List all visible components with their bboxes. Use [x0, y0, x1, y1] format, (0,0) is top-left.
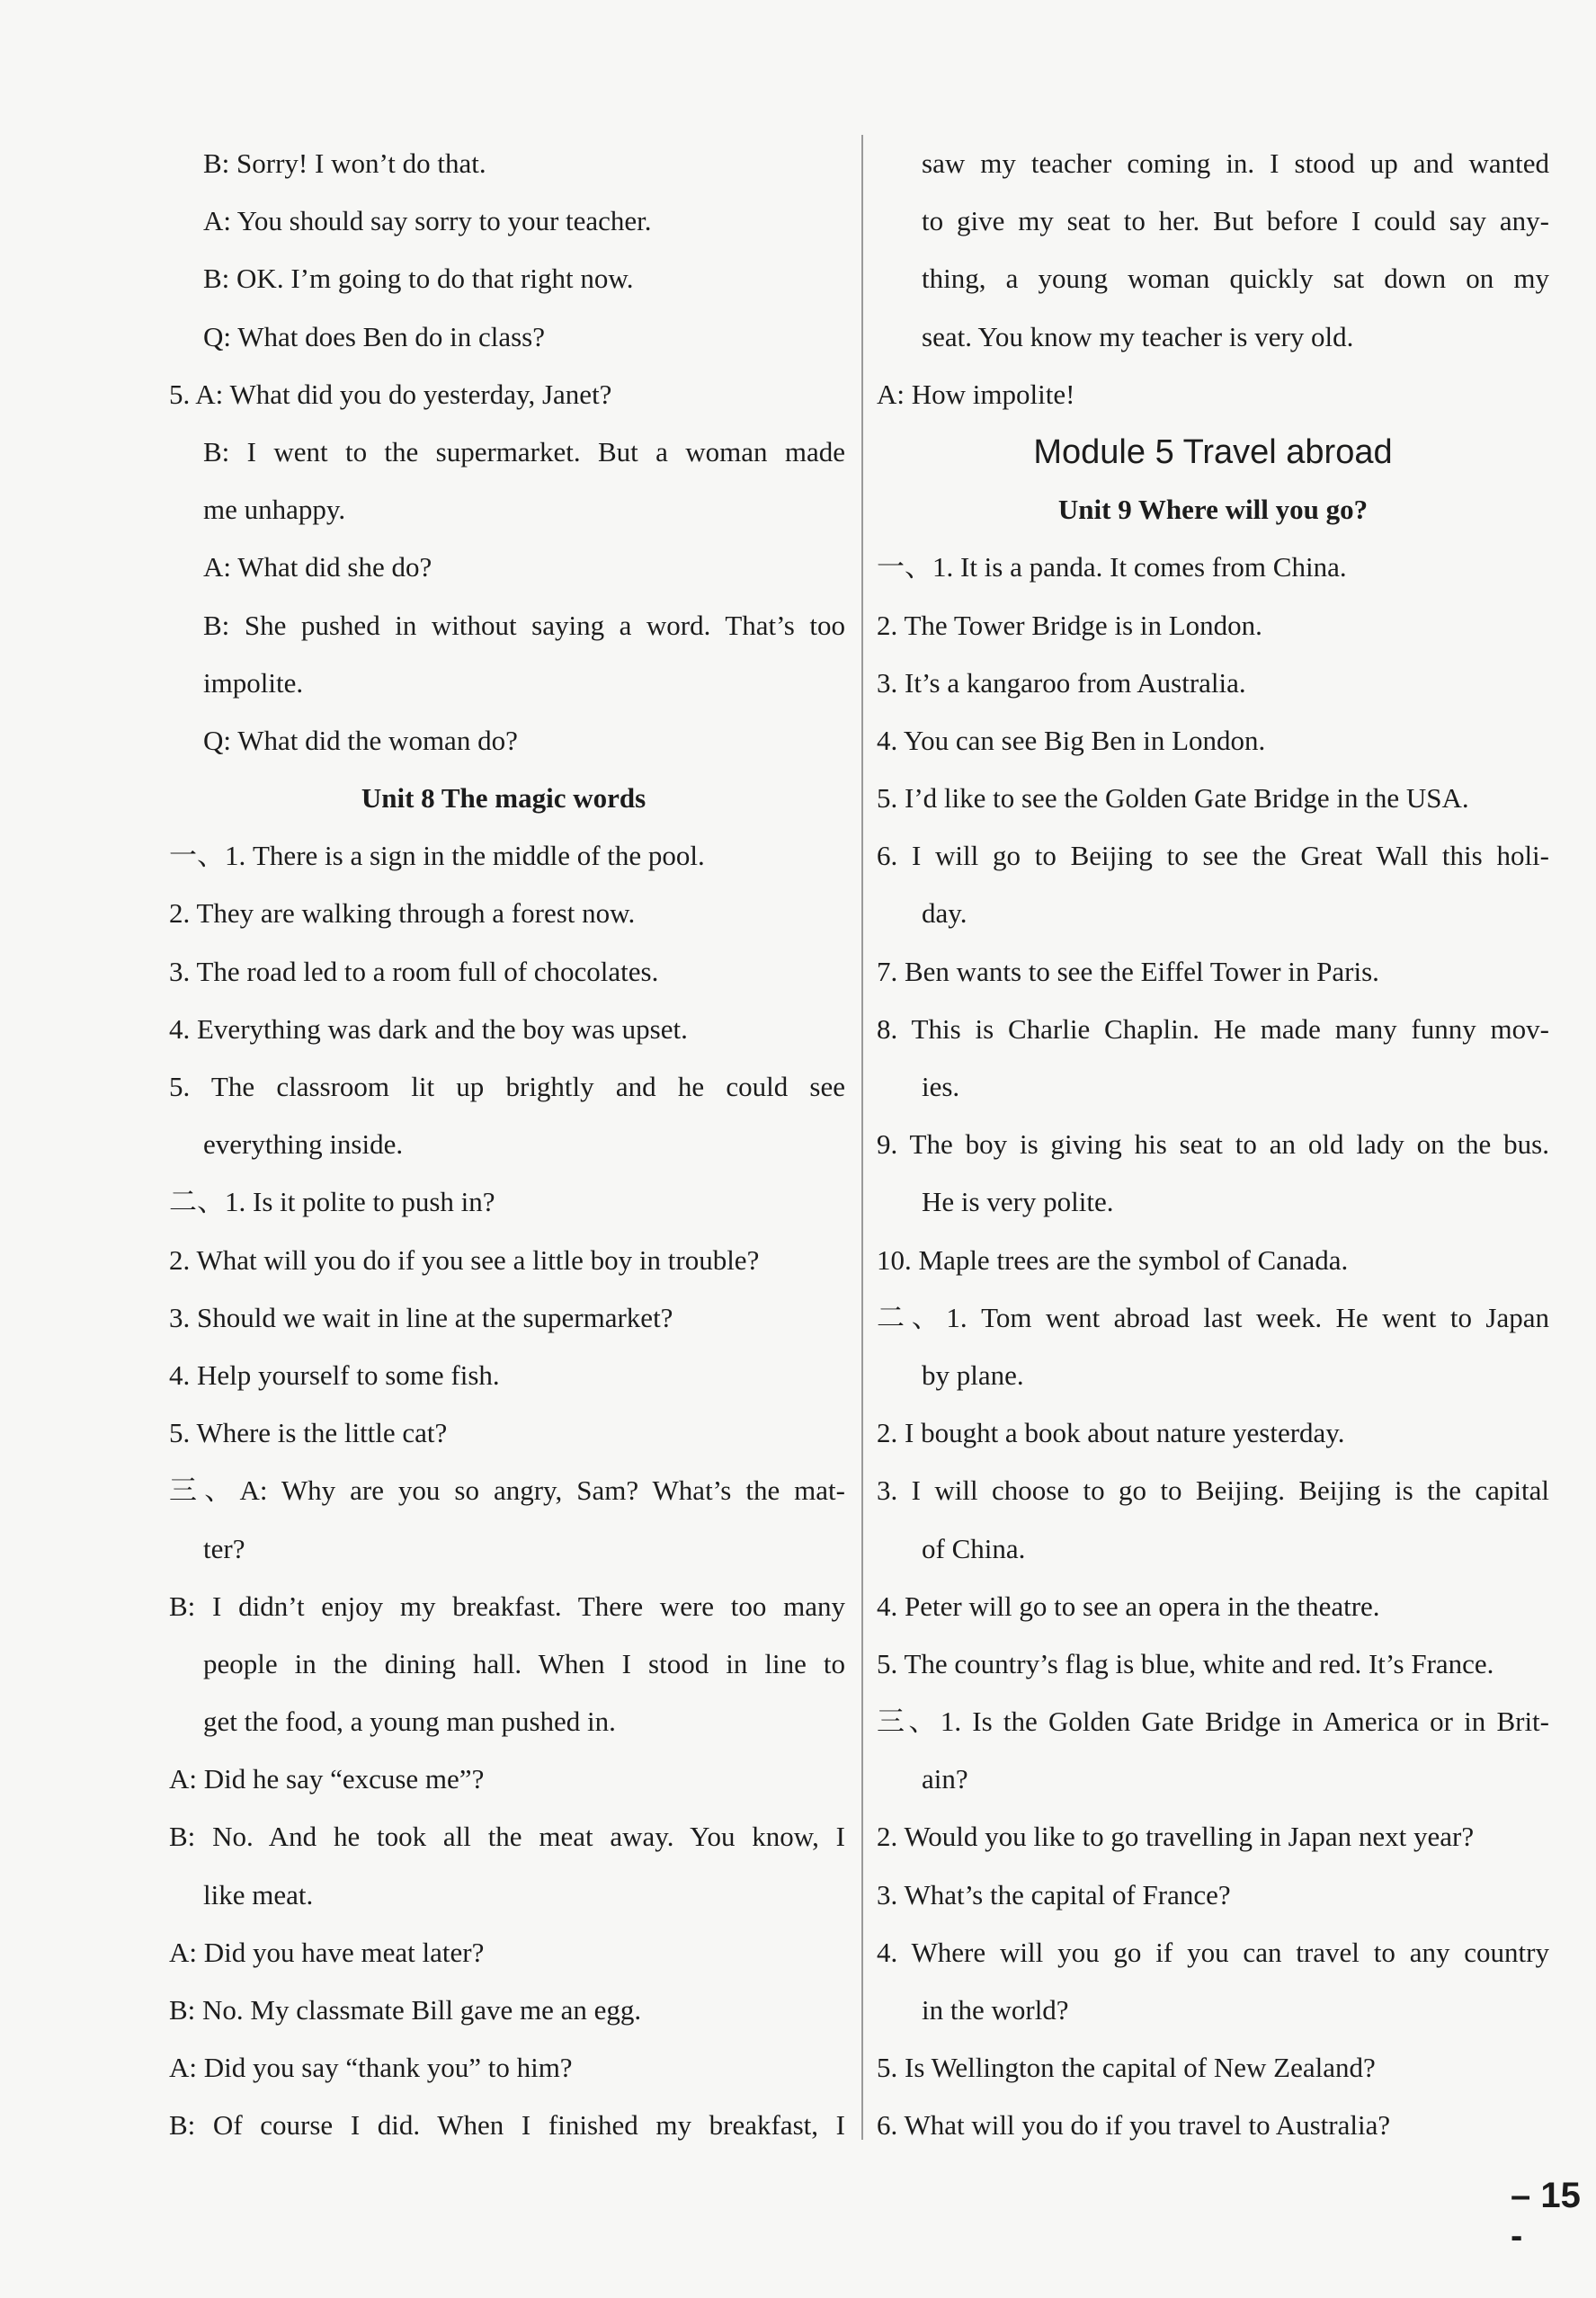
- text-line: in the world?: [922, 1994, 1069, 2026]
- text-line: 7. Ben wants to see the Eiffel Tower in Paris.: [877, 955, 1379, 987]
- text-line: 3. It’s a kangaroo from Australia.: [877, 666, 1246, 699]
- text-line: 二、1. Tom went abroad last week. He went to Japan: [877, 1301, 1549, 1333]
- page-number: – 15 -: [1511, 2176, 1581, 2256]
- text-line: B: No. My classmate Bill gave me an egg.: [169, 1994, 642, 2026]
- text-line: 2. I bought a book about nature yesterday.: [877, 1417, 1345, 1449]
- text-line: 5. Is Wellington the capital of New Zealand?: [877, 2052, 1376, 2084]
- text-line: 5. A: What did you do yesterday, Janet?: [169, 378, 612, 410]
- text-line: B: OK. I’m going to do that right now.: [203, 263, 634, 295]
- text-line: impolite.: [203, 666, 304, 699]
- text-line: A: You should say sorry to your teacher.: [203, 205, 652, 237]
- text-line: ies.: [922, 1071, 960, 1102]
- text-line: 9. The boy is giving his seat to an old lady on the bus.: [877, 1128, 1549, 1161]
- text-line: saw my teacher coming in. I stood up and wanted: [922, 147, 1549, 179]
- text-line: 8. This is Charlie Chaplin. He made many funny mov-: [877, 1012, 1549, 1045]
- text-line: 5. The country’s flag is blue, white and red. It’s France.: [877, 1647, 1494, 1679]
- text-line: ain?: [922, 1763, 968, 1795]
- text-line: A: What did she do?: [203, 551, 432, 583]
- text-line: ter?: [203, 1532, 245, 1564]
- text-line: 二、1. Is it polite to push in?: [169, 1186, 495, 1218]
- text-line: thing, a young woman quickly sat down on my: [922, 263, 1549, 295]
- right-column: [877, 135, 1549, 2155]
- text-line: Q: What does Ben do in class?: [203, 320, 545, 352]
- text-line: seat. You know my teacher is very old.: [922, 320, 1354, 352]
- text-line: B: No. And he took all the meat away. You know, I: [169, 1821, 845, 1853]
- unit-heading: Unit 8 The magic words: [361, 782, 646, 815]
- text-line: everything inside.: [203, 1128, 404, 1161]
- text-line: 三、A: Why are you so angry, Sam? What’s the mat-: [169, 1474, 845, 1507]
- text-line: 一、1. There is a sign in the middle of the pool.: [169, 840, 705, 872]
- text-line: 2. Would you like to go travelling in Japan next year?: [877, 1821, 1475, 1853]
- text-line: He is very polite.: [922, 1186, 1114, 1218]
- module-heading: Module 5 Travel abroad: [1033, 432, 1393, 471]
- text-line: B: I went to the supermarket. But a woman made: [203, 435, 845, 468]
- text-line: to give my seat to her. But before I could say any-: [922, 205, 1549, 237]
- text-line: 3. I will choose to go to Beijing. Beijing is the capital: [877, 1474, 1549, 1507]
- text-line: of China.: [922, 1532, 1026, 1564]
- text-line: 4. Help yourself to some fish.: [169, 1358, 500, 1391]
- text-line: 一、1. It is a panda. It comes from China.: [877, 551, 1347, 583]
- unit-heading: Unit 9 Where will you go?: [1057, 494, 1369, 526]
- text-line: 5. I’d like to see the Golden Gate Bridge in the USA.: [877, 782, 1469, 815]
- text-line: B: Of course I did. When I finished my breakfast, I: [169, 2109, 845, 2142]
- text-line: 3. The road led to a room full of chocolates.: [169, 955, 659, 987]
- text-line: B: I didn’t enjoy my breakfast. There were too many: [169, 1590, 845, 1622]
- text-line: 10. Maple trees are the symbol of Canada.: [877, 1243, 1349, 1276]
- text-line: by plane.: [922, 1358, 1024, 1391]
- text-line: Q: What did the woman do?: [203, 724, 518, 756]
- text-line: like meat.: [203, 1878, 314, 1911]
- text-line: 6. What will you do if you travel to Australia?: [877, 2109, 1391, 2142]
- text-line: 2. The Tower Bridge is in London.: [877, 609, 1262, 641]
- text-line: 三、1. Is the Golden Gate Bridge in America or in Brit-: [877, 1706, 1549, 1738]
- text-line: me unhappy.: [203, 494, 346, 526]
- text-line: 3. What’s the capital of France?: [877, 1878, 1231, 1911]
- text-line: A: Did you have meat later?: [169, 1936, 485, 1968]
- left-column: [162, 135, 845, 2155]
- text-line: day.: [922, 897, 967, 930]
- text-line: A: How impolite!: [877, 378, 1075, 410]
- text-line: 2. What will you do if you see a little boy in trouble?: [169, 1243, 760, 1276]
- text-line: 6. I will go to Beijing to see the Great Wall this holi-: [877, 840, 1549, 872]
- text-line: 4. Peter will go to see an opera in the theatre.: [877, 1590, 1380, 1622]
- text-line: B: Sorry! I won’t do that.: [203, 147, 486, 179]
- text-line: 5. Where is the little cat?: [169, 1417, 448, 1449]
- text-line: get the food, a young man pushed in.: [203, 1706, 616, 1738]
- text-line: 4. Where will you go if you can travel to any country: [877, 1936, 1549, 1968]
- text-line: 5. The classroom lit up brightly and he could see: [169, 1071, 845, 1102]
- text-line: 4. You can see Big Ben in London.: [877, 724, 1266, 756]
- column-divider: [861, 135, 863, 2140]
- text-line: people in the dining hall. When I stood in line to: [203, 1647, 845, 1679]
- text-line: A: Did you say “thank you” to him?: [169, 2052, 573, 2084]
- text-line: 2. They are walking through a forest now.: [169, 897, 636, 930]
- text-line: B: She pushed in without saying a word. That’s too: [203, 609, 845, 641]
- text-line: 4. Everything was dark and the boy was upset.: [169, 1012, 688, 1045]
- text-line: 3. Should we wait in line at the supermarket?: [169, 1301, 673, 1333]
- text-line: A: Did he say “excuse me”?: [169, 1763, 485, 1795]
